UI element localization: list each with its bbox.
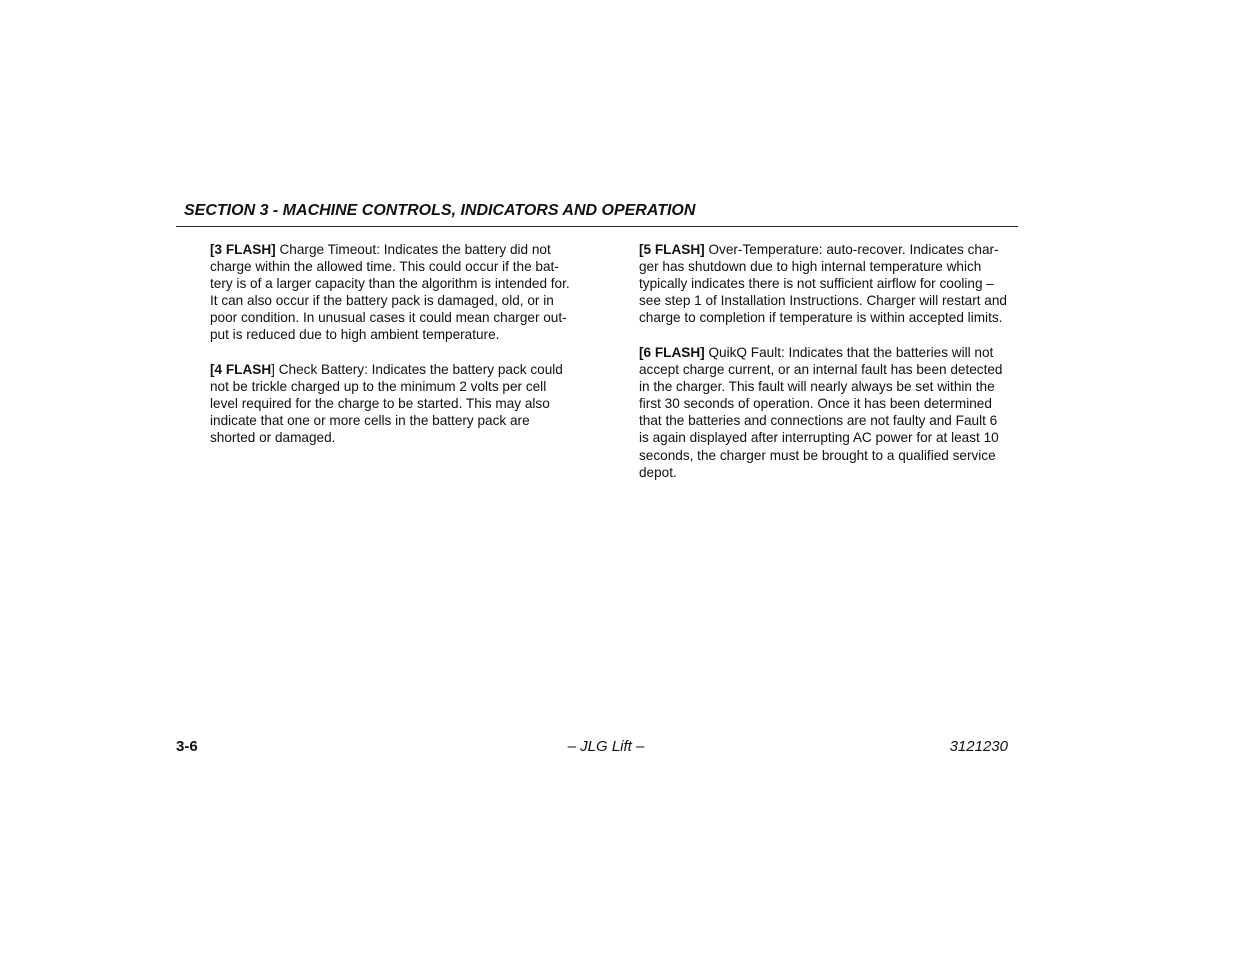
- line: [5 FLASH] Over-Temperature: auto-recover. Indicates char-: [639, 242, 999, 257]
- line: It can also occur if the battery pack is damaged, old, or in: [210, 293, 554, 309]
- document-number: 3121230: [949, 738, 1008, 755]
- line: charge to completion if temperature is within accepted limits.: [639, 310, 1003, 326]
- line: ger has shutdown due to high internal temperature which: [639, 259, 982, 275]
- line: typically indicates there is not sufficient airflow for cooling –: [639, 276, 994, 292]
- line: first 30 seconds of operation. Once it has been determined: [639, 396, 992, 412]
- line: [3 FLASH] Charge Timeout: Indicates the battery did not: [210, 242, 551, 257]
- line: charge within the allowed time. This could occur if the bat-: [210, 259, 559, 275]
- paragraph-4-flash: [210, 361, 590, 446]
- line: [4 FLASH] Check Battery: Indicates the battery pack could: [210, 362, 563, 378]
- left-column: [210, 241, 590, 464]
- line: not be trickle charged up to the minimum 2 volts per cell: [210, 379, 547, 395]
- line: in the charger. This fault will nearly always be set within the: [639, 379, 995, 395]
- flash-tag: [3 FLASH]: [210, 242, 276, 257]
- flash-tag: [6 FLASH]: [639, 344, 705, 360]
- paragraph-6-flash: [639, 344, 1025, 481]
- line: accept charge current, or an internal fault has been detected: [639, 362, 1003, 378]
- flash-tag: [4 FLASH: [210, 362, 272, 378]
- line: poor condition. In unusual cases it could mean charger out-: [210, 310, 567, 326]
- line: level required for the charge to be started. This may also: [210, 396, 550, 412]
- section-title: SECTION 3 - MACHINE CONTROLS, INDICATORS AND OPERATION: [184, 202, 696, 219]
- footer-brand: – JLG Lift –: [567, 738, 645, 755]
- line: that the batteries and connections are not faulty and Fault 6: [639, 413, 998, 429]
- line: [6 FLASH] QuikQ Fault: Indicates that the batteries will not: [639, 344, 994, 360]
- line: see step 1 of Installation Instructions. Charger will restart and: [639, 293, 1007, 309]
- paragraph-5-flash: [639, 241, 1025, 326]
- right-column: [639, 241, 1025, 498]
- page-number: 3-6: [176, 738, 198, 755]
- line: shorted or damaged.: [210, 430, 336, 446]
- line: indicate that one or more cells in the battery pack are: [210, 413, 530, 429]
- flash-tag: [5 FLASH]: [639, 242, 705, 257]
- paragraph-3-flash: [210, 241, 590, 344]
- line: put is reduced due to high ambient temperature.: [210, 327, 500, 343]
- section-title-rule: [176, 226, 1018, 227]
- line: depot.: [639, 464, 677, 480]
- line: tery is of a larger capacity than the algorithm is intended for.: [210, 276, 570, 292]
- line: is again displayed after interrupting AC power for at least 10: [639, 430, 999, 446]
- line: seconds, the charger must be brought to a qualified service: [639, 447, 996, 463]
